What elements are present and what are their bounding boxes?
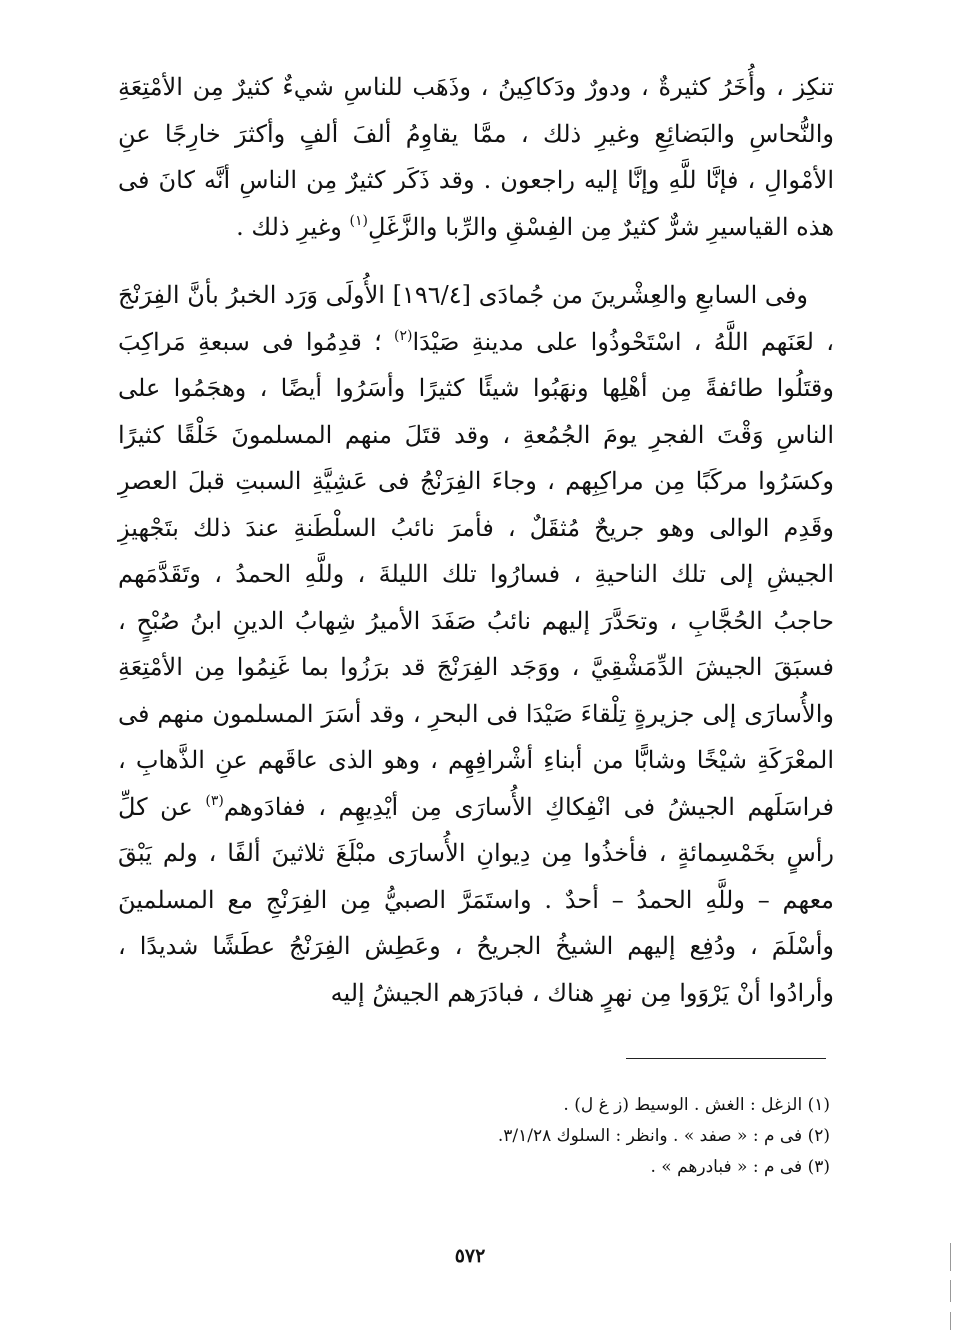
footnote-ref-3[interactable]: (٣) bbox=[205, 792, 224, 809]
main-text bbox=[118, 64, 834, 1016]
footnotes bbox=[300, 1090, 830, 1183]
paragraph-2 bbox=[118, 272, 834, 1016]
footnote-separator bbox=[626, 1058, 826, 1059]
footnote-1: (١) الزغل : الغش . الوسيط (ز غ ل) . bbox=[563, 1095, 830, 1115]
footnote-3: (٣) فى م : « فبادرهم » . bbox=[650, 1157, 830, 1177]
footnote-2: (٢) فى م : « صفد » . وانظر : السلوك ٣/١/٢٨. bbox=[497, 1126, 830, 1146]
paragraph-1-text: تنكِز ، وأُخَرُ كثيرةٌ ، ودورٌ ودَكاكِينُ ، وذَهَب للناسِ شيءٌ كثيرٌ مِن الأمْتِعَةِ والنُّحاسِ والبَضائِعِ وغيرِ ذلك ، ممَّا يقاوِمُ ألفَ ألفٍ وأكثرَ خارِجًا عنِ الأمْوالِ ، فإنَّا للَّهِ وإنَّا إليه راجعون . وقد ذَكَر كثيرٌ مِن الناسِ أنَّه كانَ فى هذه القياسيرِ شرٌّ كثيرٌ مِن الفِسْقِ والرِّبا والزَّغَلِ bbox=[118, 73, 834, 241]
footnote-ref-2[interactable]: (٢) bbox=[393, 327, 413, 344]
footnote-ref-1[interactable]: (١) bbox=[349, 212, 368, 229]
edge-mark bbox=[950, 1280, 951, 1302]
paragraph-1 bbox=[118, 64, 834, 250]
page-number: ٥٧٢ bbox=[454, 1245, 486, 1267]
edge-mark bbox=[950, 1243, 951, 1271]
paragraph-2-text-a: وفى السابعِ والعِشْرينَ من جُمادَى [١٩٦/٤] الأُولَى وَرَد الخبرُ بأنَّ الفِرَنْجَ ، لعَنَهم اللَّهُ ، اسْتَحْوذُوا على مدينةِ صَيْدَا bbox=[118, 281, 835, 356]
edge-mark bbox=[950, 1312, 951, 1330]
paragraph-2-text-b: ؛ قدِمُوا فى سبعةِ مَراكِبَ وقتَلُوا طائفةً مِن أهْلِها ونهَبُوا شيئًا كثيرًا وأسَرُوا أيضًا ، وهجَمُوا على الناسِ وَقْتَ الفجرِ يومَ الجُمُعةِ ، وقد قتَلَ منهم المسلمونَ خَلْقًا كثيرًا وكسَرُوا مركَبًا مِن مراكِبِهم ، وجاءَ الفِرَنْجُ فى عَشِيَّةِ السبتِ قبلَ العصرِ وقَدِم الوالى وهو جريحٌ مُثقَلٌ ، فأمرَ نائبُ السلْطَنةِ عندَ ذلك بتَجْهيزِ الجيشِ إلى تلك الناحيةِ ، فسارُوا تلك الليلةَ ، وللَّهِ الحمدُ ، وتَقَدَّمَهم حاجبُ الحُجَّابِ ، وتحَدَّرَ إليهم نائبُ صَفَدَ الأميرُ شِهابُ الدينِ ابنُ صُبْحٍ ، فسبَقَ الجيشَ الدِّمَشْقِيَّ ، ووَجَد الفِرَنْجَ قد برَزُوا بما غَنِمُوا مِن الأمْتِعَةِ والأُسارَى إلى جزيرةٍ تِلْقاءَ صَيْدَا فى البحرِ ، وقد أسَرَ المسلمون منهم فى المعْرَكَةِ شيْخًا وشابًّا من أبناءِ أشْرافِهِم ، وهو الذى عاقَهم عنِ الذَّهابِ ، فراسَلَهم الجيشُ فى انْفِكاكِ الأُسارَى مِن أيْدِيهِم ، ففادَوهم bbox=[118, 327, 834, 821]
paragraph-1-tail: وغيرِ ذلك . bbox=[236, 212, 350, 241]
paragraph-2-text-c: عن كلِّ رأسٍ بخَمْسِمائةٍ ، فأخذُوا مِن دِيوانِ الأُسارَى مبْلَغَ ثلاثينَ ألفًا ، ولم يَبْقَ معهم – وللَّهِ الحمدُ – أحدٌ . واستَمَرَّ الصبيُّ مِن الفِرَنْجِ مع المسلمينَ وأسْلَمَ ، ودُفِع إليهم الشيخُ الجريحُ ، وعَطِش الفِرَنْجُ عطَشًا شديدًا ، وأرادُوا أنْ يَرْوَوا مِن نهرٍ هناك ، فبادَرَهم الجيشُ إليه bbox=[118, 792, 834, 1007]
